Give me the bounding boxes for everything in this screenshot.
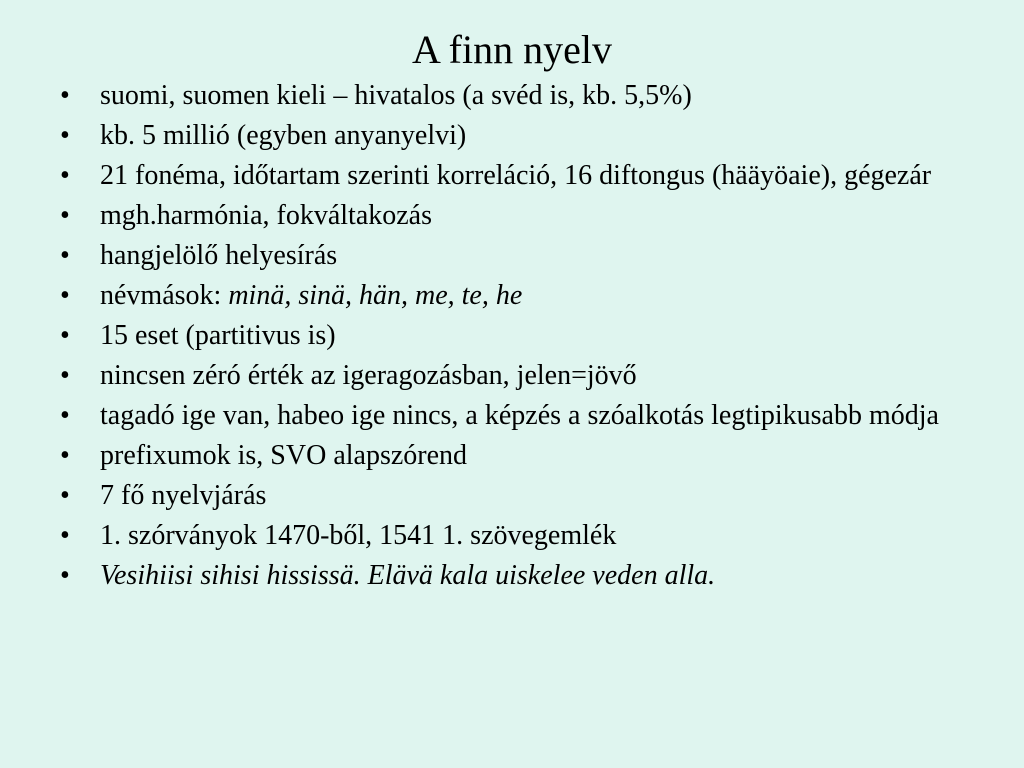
bullet-icon: •: [60, 480, 70, 511]
bullet-text-prefix: névmások:: [100, 280, 229, 311]
bullet-item: [56, 80, 956, 112]
bullet-icon: •: [60, 280, 70, 311]
bullet-text: hangjelölő helyesírás: [100, 240, 338, 271]
bullet-text: prefixumok is, SVO alapszórend: [100, 440, 468, 471]
bullet-text: 15 eset (partitivus is): [100, 320, 336, 351]
bullet-text: mgh.harmónia, fokváltakozás: [100, 200, 433, 231]
slide-title: A finn nyelv: [412, 27, 612, 72]
bullet-item: [56, 280, 956, 312]
bullet-text: tagadó ige van, habeo ige nincs, a képzés a szóalkotás legtipikusabb módja: [100, 400, 939, 431]
bullet-text: 7 fő nyelvjárás: [100, 480, 267, 511]
bullet-icon: •: [60, 360, 70, 391]
bullet-icon: •: [60, 240, 70, 271]
bullet-text: nincsen zéró érték az igeragozásban, jelen=jövő: [100, 360, 637, 391]
bullet-icon: •: [60, 200, 70, 231]
bullet-icon: •: [60, 160, 70, 191]
bullet-list: [56, 80, 956, 600]
bullet-item: [56, 440, 956, 472]
bullet-icon: •: [60, 560, 70, 591]
bullet-item: [56, 200, 956, 232]
bullet-text: 1. szórványok 1470-ből, 1541 1. szövegemlék: [100, 520, 617, 551]
bullet-item: [56, 320, 956, 352]
bullet-text: 21 fonéma, időtartam szerinti korreláció, 16 diftongus (hääyöaie), gégezár: [100, 160, 932, 191]
bullet-item: [56, 240, 956, 272]
bullet-icon: •: [60, 320, 70, 351]
bullet-icon: •: [60, 80, 70, 111]
bullet-item: [56, 520, 956, 552]
bullet-item: [56, 400, 956, 432]
bullet-item: [56, 480, 956, 512]
bullet-icon: •: [60, 400, 70, 431]
bullet-icon: •: [60, 120, 70, 151]
bullet-item: [56, 360, 956, 392]
bullet-text: kb. 5 millió (egyben anyanyelvi): [100, 120, 467, 151]
bullet-item: [56, 560, 956, 592]
bullet-item: [56, 120, 956, 152]
bullet-icon: •: [60, 440, 70, 471]
bullet-icon: •: [60, 520, 70, 551]
bullet-text-italic: minä, sinä, hän, me, te, he: [228, 280, 523, 311]
bullet-text-italic: Vesihiisi sihisi hississä. Elävä kala uiskelee veden alla.: [100, 560, 716, 591]
bullet-item: [56, 160, 956, 192]
bullet-text: suomi, suomen kieli – hivatalos (a svéd is, kb. 5,5%): [100, 80, 692, 111]
